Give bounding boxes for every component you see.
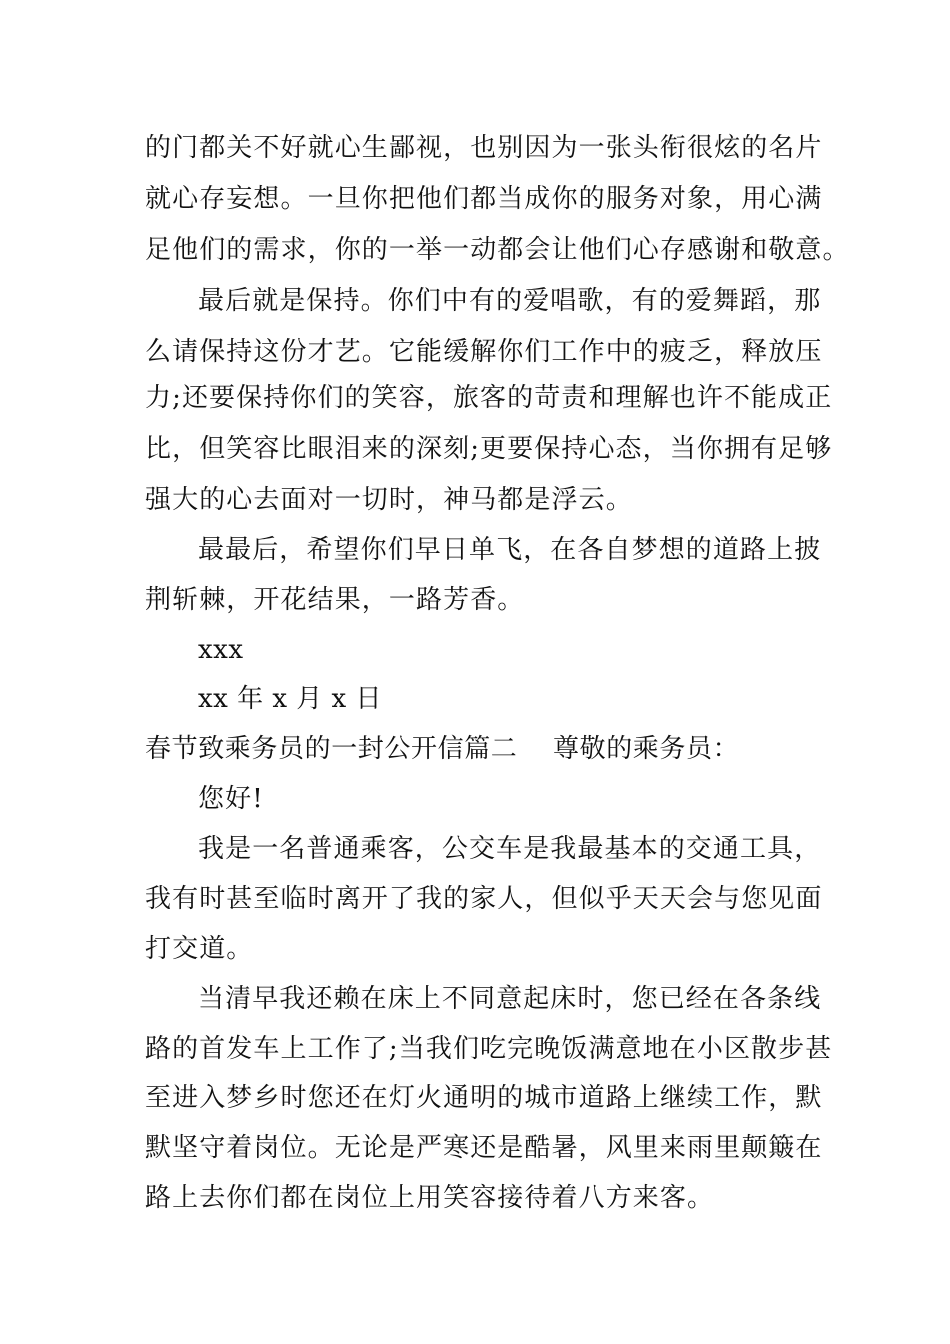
text-line: 么请保持这份才艺。它能缓解你们工作中的疲乏，释放压 — [145, 337, 823, 367]
letter-greeting: 您好! — [198, 784, 264, 814]
text-line: 最后就是保持。你们中有的爱唱歌，有的爱舞蹈，那 — [198, 286, 822, 316]
text-line: 力;还要保持你们的笑容，旅客的苛责和理解也许不能成正 — [145, 383, 833, 413]
text-line: 我是一名普通乘客，公交车是我最基本的交通工具， — [198, 834, 822, 864]
text-line: 打交道。 — [145, 934, 254, 964]
text-line: 就心存妄想。一旦你把他们都当成你的服务对象，用心满 — [145, 184, 823, 214]
text-line: 最最后，希望你们早日单飞，在各自梦想的道路上披 — [198, 535, 822, 565]
signature-name: xxx — [198, 635, 244, 665]
letter-title: 春节致乘务员的一封公开信篇二 — [145, 734, 518, 764]
text-line: 足他们的需求，你的一举一动都会让他们心存感谢和敬意。 — [145, 235, 850, 265]
text-line: 荆斩棘，开花结果，一路芳香。 — [145, 585, 525, 615]
text-line: 强大的心去面对一切时，神马都是浮云。 — [145, 485, 633, 515]
text-line: 当清早我还赖在床上不同意起床时，您已经在各条线 — [198, 984, 822, 1014]
text-line: 路上去你们都在岗位上用笑容接待着八方来客。 — [145, 1183, 715, 1213]
text-line: 我有时甚至临时离开了我的家人，但似乎天天会与您见面 — [145, 884, 823, 914]
text-line: 默坚守着岗位。无论是严寒还是酷暑，风里来雨里颠簸在 — [145, 1133, 823, 1163]
letter-salutation: 尊敬的乘务员： — [553, 734, 740, 764]
text-line: 路的首发车上工作了;当我们吃完晚饭满意地在小区散步甚 — [145, 1034, 833, 1064]
text-line: 比，但笑容比眼泪来的深刻;更要保持心态，当你拥有足够 — [145, 434, 833, 464]
text-line: 至进入梦乡时您还在灯火通明的城市道路上继续工作，默 — [145, 1083, 823, 1113]
text-line: 的门都关不好就心生鄙视，也别因为一张头衔很炫的名片 — [145, 133, 823, 163]
signature-date: xx 年 x 月 x 日 — [198, 684, 382, 714]
